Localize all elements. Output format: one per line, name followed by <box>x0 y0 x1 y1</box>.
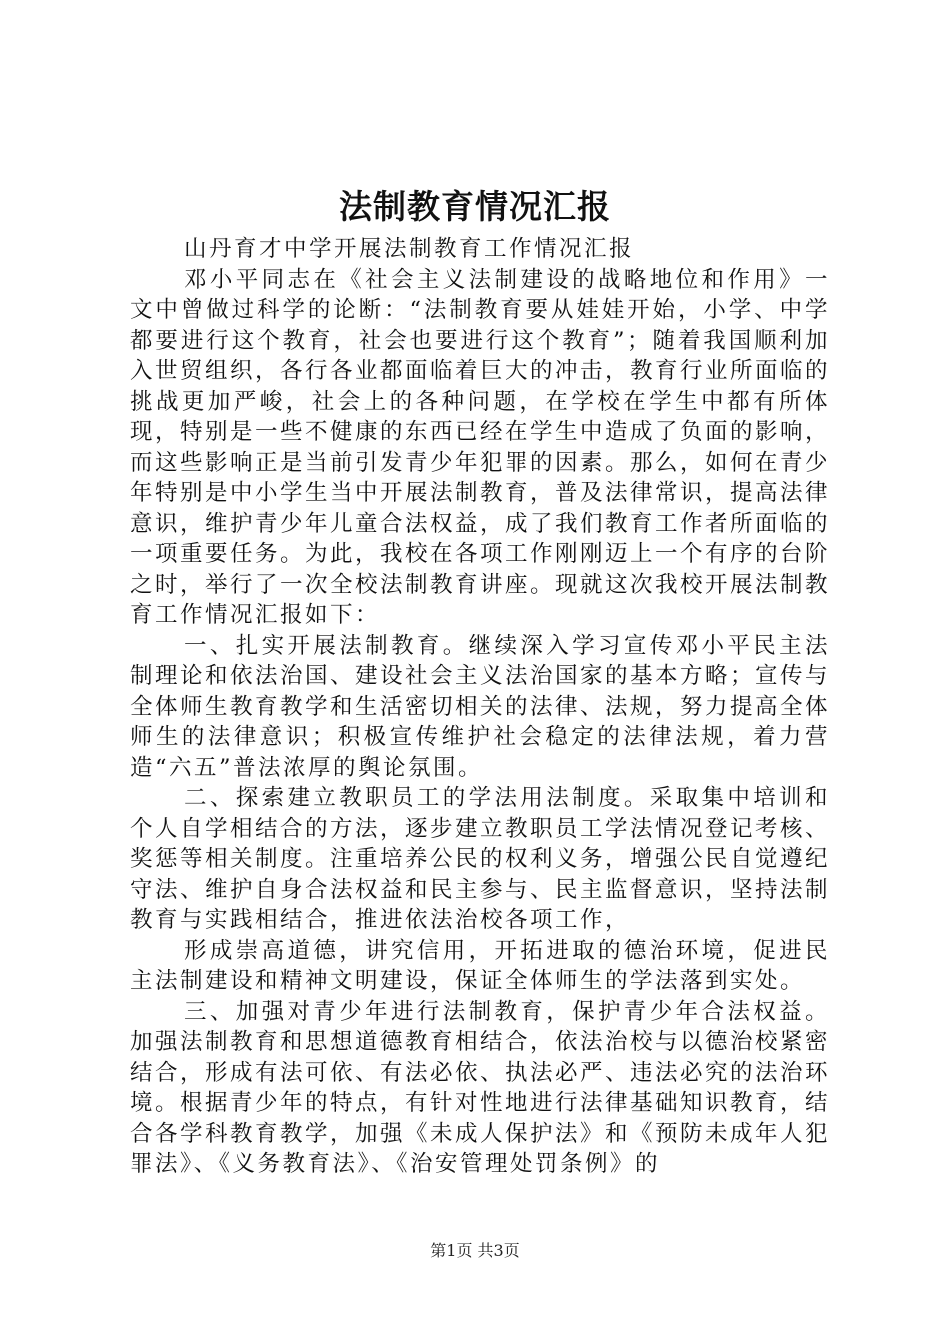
subtitle-paragraph: 山丹育才中学开展法制教育工作情况汇报 <box>184 236 635 262</box>
body-paragraph: 三、加强对青少年进行法制教育，保护青少年合法权益。加强法制教育和思想道德教育相结合，依法治校与以德治校紧密结合，形成有法可依、有法必依、执法必严、违法必究的法治环境。根据青少年的特点，有针对性地进行法律基础知识教育，结合各学科教育教学，加强《未成人保护法》和《预防未成年人犯罪法》、《义务教育法》、《治安管理处罚条例》的 <box>130 998 831 1177</box>
body-paragraph: 一、扎实开展法制教育。继续深入学习宣传邓小平民主法制理论和依法治国、建设社会主义法治国家的基本方略；宣传与全体师生教育教学和生活密切相关的法律、法规，努力提高全体师生的法律意识；积极宣传维护社会稳定的法律法规，着力营造“六五”普法浓厚的舆论氛围。 <box>130 632 831 781</box>
document-body <box>130 234 830 1180</box>
body-paragraph: 邓小平同志在《社会主义法制建设的战略地位和作用》一文中曾做过科学的论断：“法制教育要从娃娃开始，小学、中学都要进行这个教育，社会也要进行这个教育”；随着我国顺利加入世贸组织，各行各业都面临着巨大的冲击，教育行业所面临的挑战更加严峻，社会上的各种问题，在学校在学生中都有所体现，特别是一些不健康的东西已经在学生中造成了负面的影响，而这些影响正是当前引发青少年犯罪的因素。那么，如何在青少年特别是中小学生当中开展法制教育，普及法律常识，提高法律意识，维护青少年儿童合法权益，成了我们教育工作者所面临的一项重要任务。为此，我校在各项工作刚刚迈上一个有序的台阶之时，举行了一次全校法制教育讲座。现就这次我校开展法制教育工作情况汇报如下： <box>130 266 831 628</box>
body-paragraph: 二、探索建立教职员工的学法用法制度。采取集中培训和个人自学相结合的方法，逐步建立教职员工学法情况登记考核、奖惩等相关制度。注重培养公民的权利义务，增强公民自觉遵纪守法、维护自身合法权益和民主参与、民主监督意识，坚持法制教育与实践相结合，推进依法治校各项工作， <box>130 785 831 933</box>
page-footer: 第1页 共3页 <box>430 1241 520 1260</box>
document-title: 法制教育情况汇报 <box>339 187 611 226</box>
body-paragraph: 形成崇高道德，讲究信用，开拓进取的德治环境，促进民主法制建设和精神文明建设，保证全体师生的学法落到实处。 <box>130 937 830 994</box>
